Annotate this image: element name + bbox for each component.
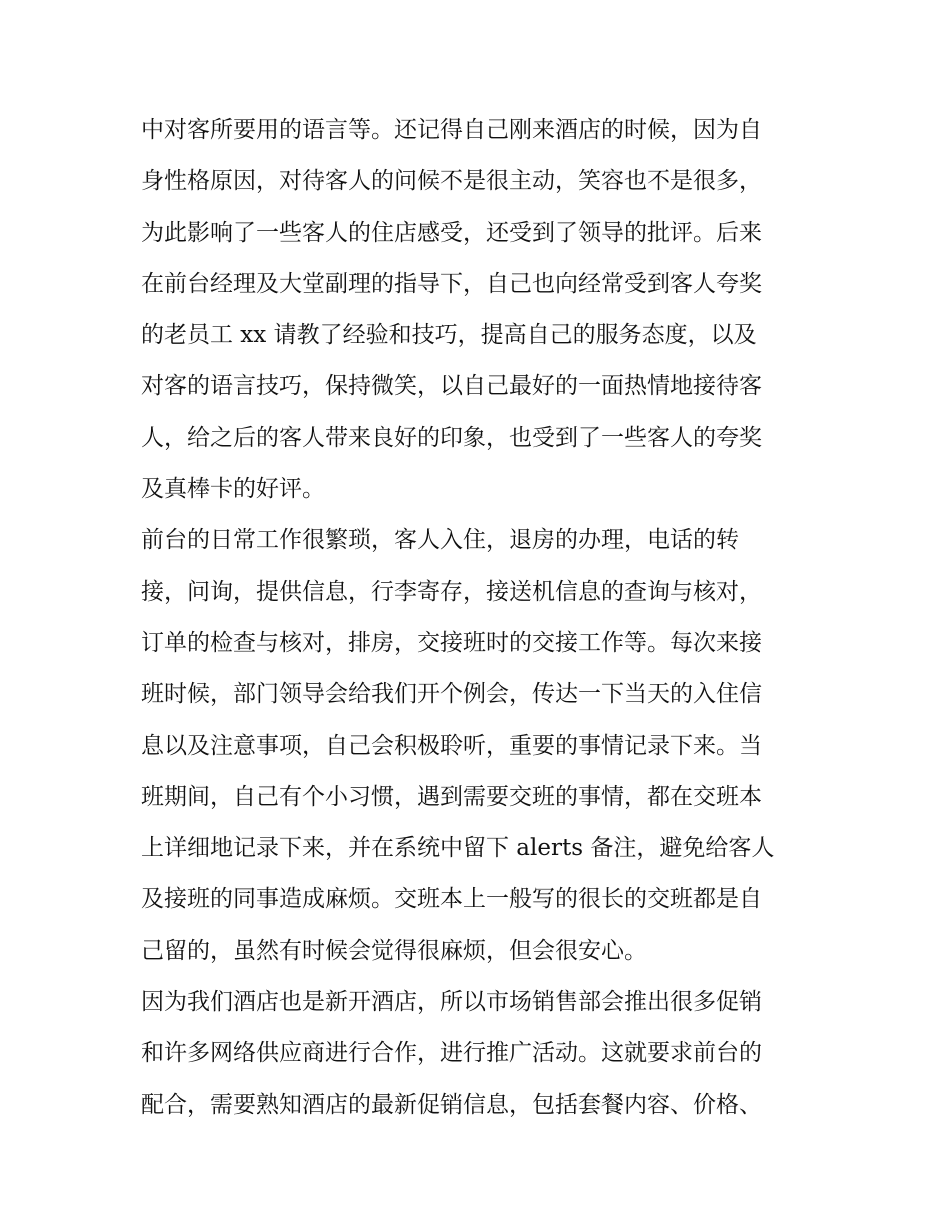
text-line: 因为我们酒店也是新开酒店，所以市场销售部会推出很多促销: [141, 989, 762, 1016]
text-line: 为此影响了一些客人的住店感受，还受到了领导的批评。后来: [141, 219, 762, 246]
text-line: 息以及注意事项，自己会积极聆听，重要的事情记录下来。当: [141, 732, 762, 759]
text-line: 在前台经理及大堂副理的指导下，自己也向经常受到客人夸奖: [141, 270, 762, 297]
text-line: 前台的日常工作很繁琐，客人入住，退房的办理，电话的转: [141, 527, 739, 554]
text-line: 中对客所要用的语言等。还记得自己刚来酒店的时候，因为自: [141, 117, 762, 143]
text-line: 配合，需要熟知酒店的最新促销信息，包括套餐内容、价格、: [141, 1091, 762, 1118]
text-line: 及真棒卡的好评。: [141, 476, 325, 503]
text-line: 班期间，自己有个小习惯，遇到需要交班的事情，都在交班本: [141, 783, 762, 810]
text-line: 接，问询，提供信息，行李寄存，接送机信息的查询与核对，: [141, 578, 762, 605]
text-line: 身性格原因，对待客人的问候不是很主动，笑容也不是很多，: [141, 168, 762, 195]
body-text: [141, 108, 821, 1134]
text-line: 人，给之后的客人带来良好的印象，也受到了一些客人的夸奖: [141, 424, 762, 451]
text-line: 己留的，虽然有时候会觉得很麻烦，但会很安心。: [141, 937, 647, 964]
text-line: 对客的语言技巧，保持微笑，以自己最好的一面热情地接待客: [141, 373, 762, 400]
text-line: 上详细地记录下来，并在系统中留下 alerts 备注，避免给客人: [141, 835, 775, 862]
text-line: 和许多网络供应商进行合作，进行推广活动。这就要求前台的: [141, 1040, 762, 1067]
text-line: 订单的检查与核对，排房，交接班时的交接工作等。每次来接: [141, 629, 762, 656]
text-line: 班时候，部门领导会给我们开个例会，传达一下当天的入住信: [141, 681, 762, 708]
text-line: 的老员工 xx 请教了经验和技巧，提高自己的服务态度，以及: [141, 322, 757, 349]
text-line: 及接班的同事造成麻烦。交班本上一般写的很长的交班都是自: [141, 886, 762, 913]
